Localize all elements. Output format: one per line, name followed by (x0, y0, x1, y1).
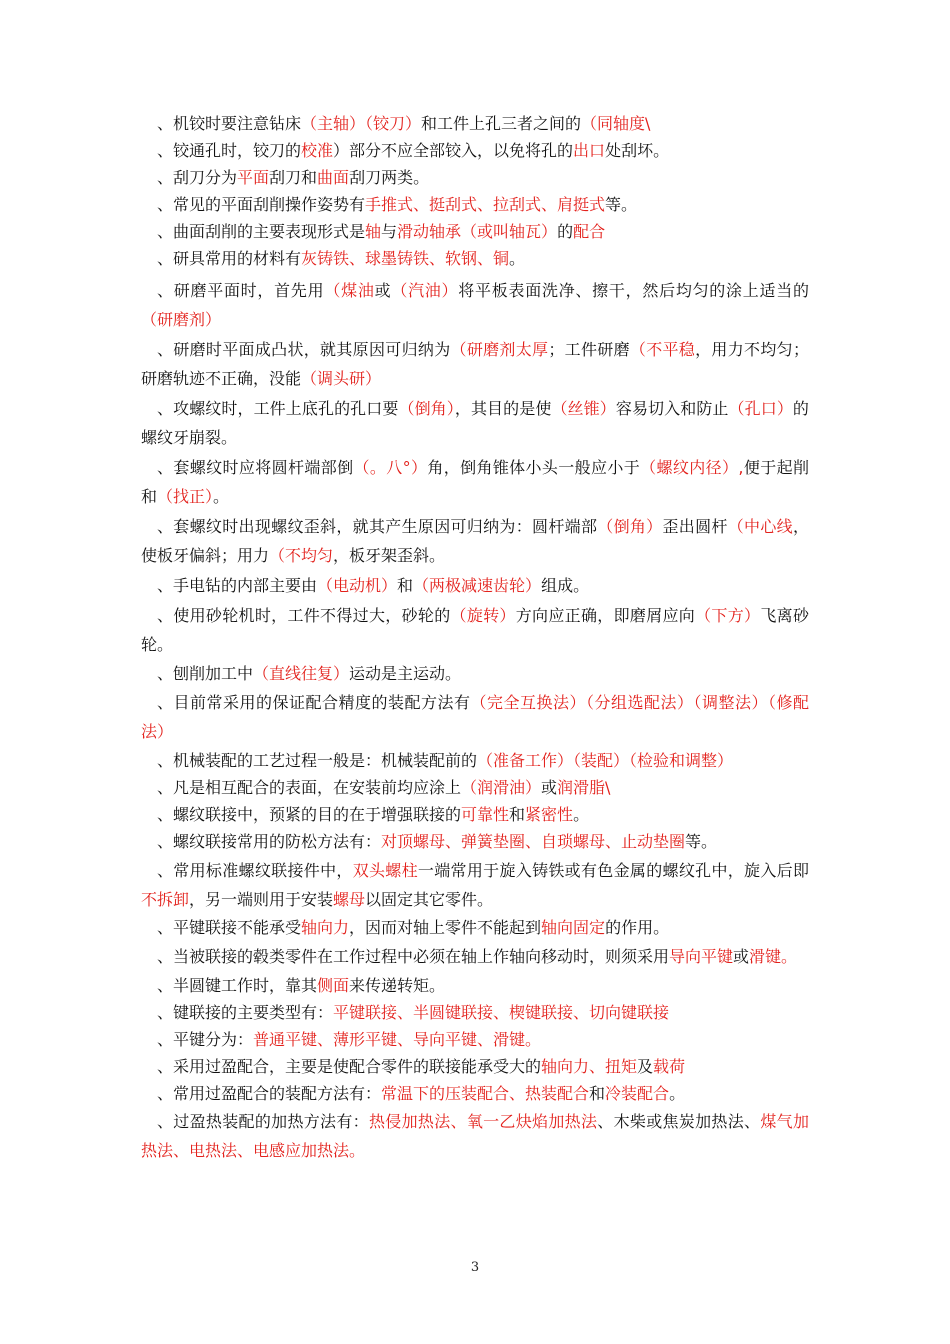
text-segment: 、平键分为： (157, 1030, 254, 1049)
highlighted-answer: （汽油） (391, 281, 459, 300)
text-segment: 、采用过盈配合，主要是使配合零件的联接能承受大的 (157, 1057, 542, 1076)
text-segment: 、研磨时平面成凸状，就其原因可归纳为 (157, 340, 451, 359)
paragraph (141, 828, 809, 855)
highlighted-answer: （中心线 (727, 517, 793, 536)
text-segment: 、过盈热装配的加热方法有： (157, 1112, 369, 1131)
text-segment: 、平键联接不能承受 (157, 918, 302, 937)
text-segment: 、螺纹联接常用的防松方法有： (157, 832, 382, 851)
paragraph (141, 1026, 809, 1053)
highlighted-answer: 配合 (573, 222, 606, 241)
text-segment: 、半圆键工作时，靠其 (157, 976, 318, 995)
text-segment: ，用力不均匀；研磨轨迹不正确，没能 (141, 340, 809, 388)
highlighted-answer: （调头研） (301, 369, 382, 388)
text-segment: ，另一端则用于安装 (189, 890, 334, 909)
text-segment: 的作用。 (605, 918, 670, 937)
highlighted-answer: 轴向力 (301, 918, 350, 937)
text-segment: 、机械装配的工艺过程一般是：机械装配前的 (157, 751, 478, 770)
highlighted-answer: （润滑油） (461, 778, 542, 797)
text-segment: 方向应正确，即磨屑应向 (515, 606, 696, 625)
text-segment: 飞离砂轮。 (141, 606, 809, 654)
text-segment: 歪出圆杆 (662, 517, 728, 536)
highlighted-answer: （。八°） (353, 458, 428, 477)
text-segment: 角，倒角锥体小头一般应小于 (427, 458, 641, 477)
text-segment: 、常用过盈配合的装配方法有： (157, 1084, 382, 1103)
highlighted-answer: 可靠性 (461, 805, 510, 824)
text-segment: ，板牙架歪斜。 (333, 546, 446, 565)
text-segment: 。 (213, 487, 230, 506)
highlighted-answer: 紧密性 (525, 805, 574, 824)
text-segment: 与 (381, 222, 398, 241)
paragraph (141, 774, 809, 801)
text-segment: 、研具常用的材料有 (157, 249, 302, 268)
highlighted-answer: 导向平键 (669, 947, 734, 966)
text-segment: 来传递转矩。 (349, 976, 446, 995)
highlighted-answer: （丝锥） (551, 399, 616, 418)
text-segment: 组成。 (541, 576, 590, 595)
paragraph (141, 394, 809, 452)
text-segment: 和 (397, 576, 414, 595)
text-segment: 、使用砂轮机时，工件不得过大，砂轮的 (157, 606, 451, 625)
highlighted-answer: 载荷 (653, 1057, 686, 1076)
page-content (141, 110, 809, 1165)
text-segment: 及 (637, 1057, 654, 1076)
paragraph (141, 110, 809, 137)
paragraph (141, 137, 809, 164)
highlighted-answer: （两极减速齿轮） (413, 576, 542, 595)
paragraph (141, 245, 809, 272)
highlighted-answer: 双头螺柱 (352, 861, 418, 880)
highlighted-answer: （电动机） (317, 576, 398, 595)
highlighted-answer: （倒角） (597, 517, 663, 536)
text-segment: 。 (669, 1084, 686, 1103)
text-segment: 、常见的平面刮削操作姿势有 (157, 195, 366, 214)
highlighted-answer: （倒角） (398, 399, 455, 418)
text-segment: ）部分不应全部铰入，以免将孔的 (333, 141, 574, 160)
highlighted-answer: 侧面 (317, 976, 350, 995)
paragraph (141, 218, 809, 245)
text-segment: 、刮刀分为 (157, 168, 238, 187)
text-segment: 、凡是相互配合的表面，在安装前均应涂上 (157, 778, 462, 797)
text-segment: 处刮坏。 (605, 141, 670, 160)
paragraph (141, 801, 809, 828)
highlighted-answer: 不拆卸 (141, 890, 190, 909)
text-segment: 、套螺纹时应将圆杆端部倒 (157, 458, 354, 477)
paragraph (141, 914, 809, 941)
highlighted-answer: 平键联接、半圆键联接、楔键联接、切向键联接 (333, 1003, 670, 1022)
text-segment: 刮刀和 (269, 168, 318, 187)
highlighted-answer: （下方） (695, 606, 761, 625)
text-segment: 以固定其它零件。 (365, 890, 494, 909)
text-segment: 的 (557, 222, 574, 241)
text-segment: ，其目的是使 (454, 399, 552, 418)
text-segment: 的螺纹牙崩裂。 (141, 399, 809, 447)
highlighted-answer: （研磨剂太厚 (450, 340, 549, 359)
highlighted-answer: （旋转） (450, 606, 516, 625)
text-segment: 、刨削加工中 (157, 664, 254, 683)
paragraph (141, 747, 809, 774)
text-segment: ，因而对轴上零件不能起到 (349, 918, 542, 937)
text-segment: 刮刀两类。 (349, 168, 430, 187)
highlighted-answer: 手推式、挺刮式、拉刮式、肩挺式 (365, 195, 606, 214)
text-segment: 和工件上孔三者之间的 (421, 114, 582, 133)
highlighted-answer: （煤油 (324, 281, 375, 300)
highlighted-answer: 滑动轴承（或叫轴瓦） (397, 222, 558, 241)
paragraph (141, 1053, 809, 1080)
paragraph (141, 453, 809, 511)
paragraph (141, 335, 809, 393)
paragraph (141, 972, 809, 999)
text-segment: 、攻螺纹时，工件上底孔的孔口要 (157, 399, 399, 418)
paragraph (141, 601, 809, 659)
highlighted-answer: 螺母 (333, 890, 366, 909)
highlighted-answer: 校准 (301, 141, 334, 160)
text-segment: 、手电钻的内部主要由 (157, 576, 318, 595)
text-segment: 或 (374, 281, 392, 300)
paragraph (141, 191, 809, 218)
text-segment: 运动是主运动。 (349, 664, 462, 683)
highlighted-answer: （同轴度\ (581, 114, 651, 133)
paragraph (141, 999, 809, 1026)
highlighted-answer: 常温下的压装配合、热装配合 (381, 1084, 590, 1103)
paragraph (141, 1080, 809, 1107)
highlighted-answer: （主轴）（铰刀） (301, 114, 422, 133)
highlighted-answer: 热侵加热法、氧一乙炔焰加热法 (368, 1112, 598, 1131)
text-segment: 和 (589, 1084, 606, 1103)
text-segment: 或 (733, 947, 750, 966)
text-segment: 、键联接的主要类型有： (157, 1003, 334, 1022)
highlighted-answer: （研磨剂） (141, 310, 222, 329)
highlighted-answer: （准备工作）（装配）（检验和调整） (477, 751, 734, 770)
text-segment: 、当被联接的毂类零件在工作过程中必须在轴上作轴向移动时，则须采用 (157, 947, 670, 966)
highlighted-answer: 轴 (365, 222, 382, 241)
text-segment: 便于起削和 (141, 458, 809, 506)
paragraph (141, 660, 809, 687)
paragraph (141, 276, 809, 334)
paragraph (141, 512, 809, 570)
highlighted-answer: 平面 (237, 168, 270, 187)
text-segment: 、套螺纹时出现螺纹歪斜，就其产生原因可归纳为：圆杆端部 (157, 517, 598, 536)
text-segment: 和 (509, 805, 526, 824)
text-segment: 一端常用于旋入铸铁或有色金属的螺纹孔中，旋入后即 (417, 861, 809, 880)
paragraph (141, 164, 809, 191)
highlighted-answer: 滑键。 (749, 947, 798, 966)
text-segment: 、木柴或焦炭加热法、 (597, 1112, 761, 1131)
paragraph (141, 1107, 809, 1165)
highlighted-answer: （孔口） (728, 399, 793, 418)
text-segment: 。 (509, 249, 526, 268)
page-number: 3 (470, 1260, 480, 1275)
highlighted-answer: 出口 (573, 141, 606, 160)
highlighted-answer: （不平稳 (629, 340, 696, 359)
highlighted-answer: 普通平键、薄形平键、导向平键、滑键。 (253, 1030, 542, 1049)
text-segment: ，使板牙偏斜；用力 (141, 517, 809, 565)
paragraph (141, 571, 809, 600)
text-segment: 、目前常采用的保证配合精度的装配方法有 (157, 693, 471, 712)
text-segment: 将平板表面洗净、擦干，然后均匀的涂上适当的 (458, 281, 809, 300)
highlighted-answer: 灰铸铁、球墨铸铁、软钢、铜 (301, 249, 510, 268)
text-segment: ；工件研磨 (548, 340, 630, 359)
highlighted-answer: 对顶螺母、弹簧垫圈、自琐螺母、止动垫圈 (381, 832, 686, 851)
highlighted-answer: （不均匀 (269, 546, 334, 565)
highlighted-answer: 冷装配合 (605, 1084, 670, 1103)
highlighted-answer: 轴向固定 (541, 918, 606, 937)
text-segment: 容易切入和防止 (615, 399, 729, 418)
highlighted-answer: 轴向力、扭矩 (541, 1057, 638, 1076)
text-segment: 、机铰时要注意钻床 (157, 114, 302, 133)
text-segment: 等。 (605, 195, 638, 214)
text-segment: 、研磨平面时，首先用 (157, 281, 325, 300)
text-segment: 。 (573, 805, 590, 824)
highlighted-answer: （螺纹内径）, (640, 458, 744, 477)
paragraph (141, 942, 809, 971)
highlighted-answer: 曲面 (317, 168, 350, 187)
text-segment: 、常用标准螺纹联接件中， (157, 861, 353, 880)
highlighted-answer: 润滑脂\ (557, 778, 611, 797)
paragraph (141, 688, 809, 746)
text-segment: 、铰通孔时，铰刀的 (157, 141, 302, 160)
highlighted-answer: （直线往复） (253, 664, 350, 683)
text-segment: 、曲面刮削的主要表现形式是 (157, 222, 366, 241)
text-segment: 、螺纹联接中，预紧的目的在于增强联接的 (157, 805, 462, 824)
highlighted-answer: （完全互换法）（分组选配法）（调整法）（修配法） (141, 693, 809, 741)
text-segment: 等。 (685, 832, 718, 851)
paragraph (141, 856, 809, 914)
highlighted-answer: 煤气加热法、电热法、电感应加热法。 (141, 1112, 809, 1160)
highlighted-answer: （找正） (157, 487, 214, 506)
text-segment: 或 (541, 778, 558, 797)
